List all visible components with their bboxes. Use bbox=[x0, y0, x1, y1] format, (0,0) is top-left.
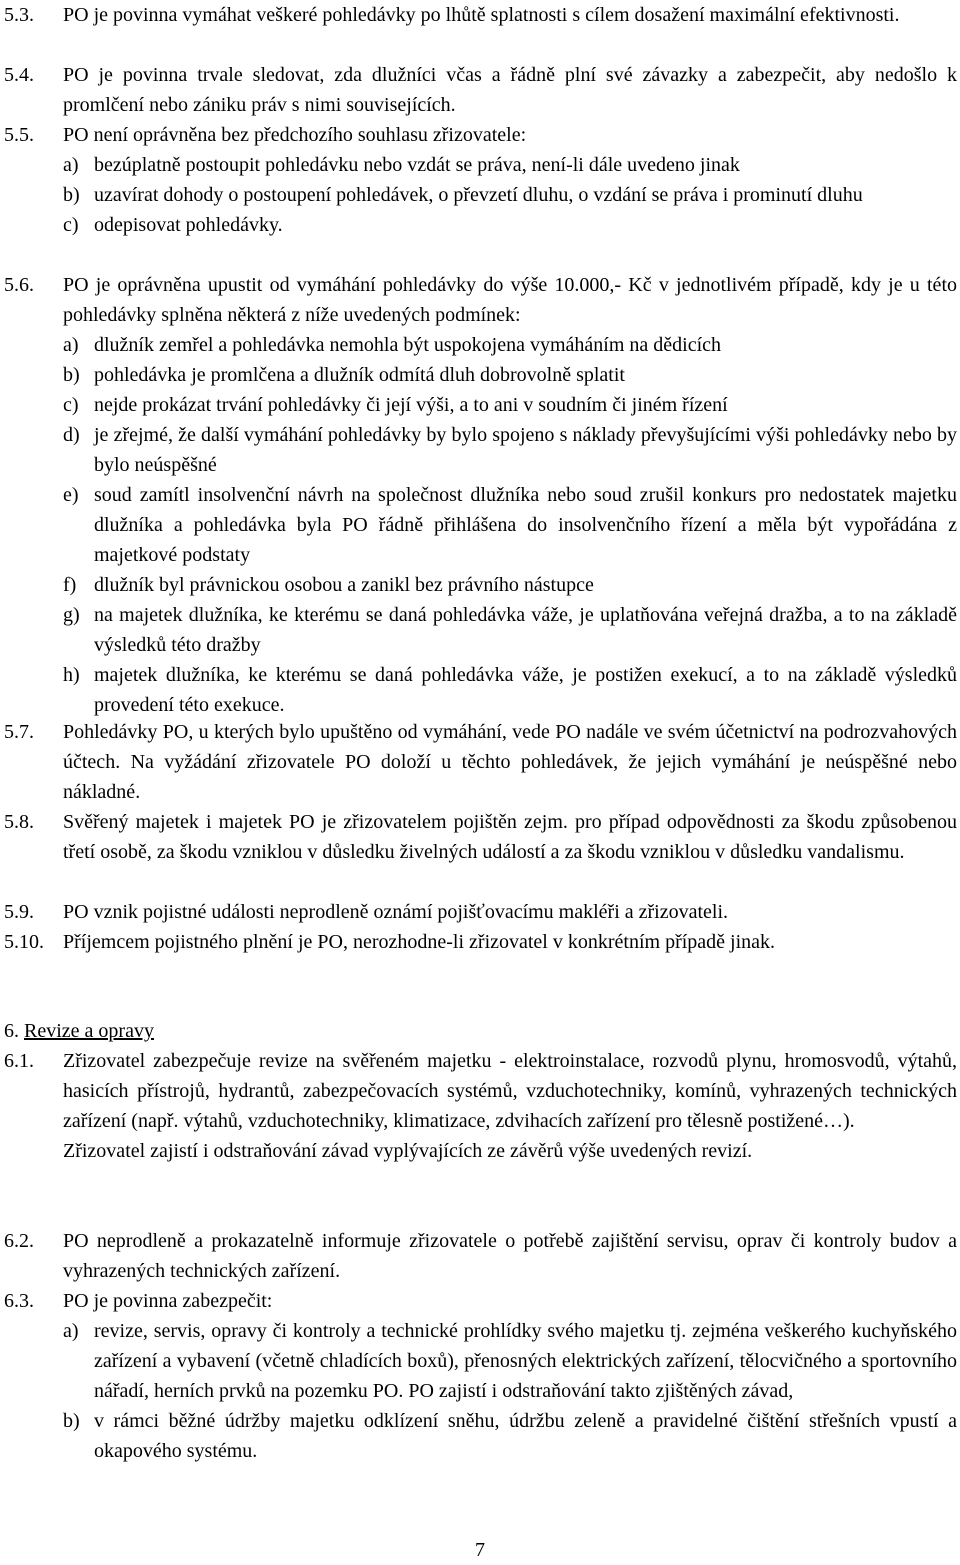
clause-5-9 bbox=[4, 897, 957, 927]
clause-text-continuation: Zřizovatel zajistí i odstraňování závad vyplývajících ze závěrů výše uvedených revizí. bbox=[63, 1140, 753, 1162]
clause-number: 5.8. bbox=[4, 811, 34, 833]
sub-item bbox=[63, 480, 957, 570]
sub-item bbox=[63, 210, 957, 240]
sub-item-letter: a) bbox=[63, 154, 79, 176]
clause-6-2 bbox=[4, 1226, 957, 1286]
clause-text: PO je povinna vymáhat veškeré pohledávky po lhůtě splatnosti s cílem dosažení maximální efektivnosti. bbox=[63, 4, 900, 26]
sub-item-text: odepisovat pohledávky. bbox=[94, 214, 283, 236]
section-heading bbox=[4, 1016, 154, 1046]
clause-5-4 bbox=[4, 60, 957, 120]
clause-6-1 bbox=[4, 1046, 957, 1166]
clause-text: PO je povinna zabezpečit: bbox=[63, 1290, 273, 1312]
sub-item bbox=[63, 570, 957, 600]
clause-number: 5.7. bbox=[4, 721, 34, 743]
clause-number: 5.10. bbox=[4, 931, 44, 953]
sub-item-text: je zřejmé, že další vymáhání pohledávky by bylo spojeno s náklady převyšujícími výši pohledávky nebo by bylo neúspěšné bbox=[94, 424, 957, 476]
section-title: Revize a opravy bbox=[24, 1020, 154, 1042]
sub-item-letter: e) bbox=[63, 484, 79, 506]
sub-item-text: bezúplatně postoupit pohledávku nebo vzdát se práva, není-li dále uvedeno jinak bbox=[94, 154, 740, 176]
sub-item bbox=[63, 1316, 957, 1406]
sub-item-text: majetek dlužníka, ke kterému se daná pohledávka váže, je postižen exekucí, a to na základě výsledků provedení této exekuce. bbox=[94, 664, 957, 716]
clause-5-8 bbox=[4, 807, 957, 867]
page-number: 7 bbox=[475, 1539, 485, 1561]
sub-item bbox=[63, 420, 957, 480]
clause-5-7 bbox=[4, 717, 957, 807]
sub-item-text: dlužník zemřel a pohledávka nemohla být uspokojena vymáháním na dědicích bbox=[94, 334, 722, 356]
sub-item-text: revize, servis, opravy či kontroly a technické prohlídky svého majetku tj. zejména veškerého kuchyňského zařízení a vybavení (včetně chladících boxů), přenosných elektrických zařízení, tělocvičného a sportovního nářadí, herních prvků na pozemku PO. PO zajistí i odstraňování takto zjištěných závad, bbox=[94, 1320, 957, 1402]
sub-item-text: uzavírat dohody o postoupení pohledávek, o převzetí dluhu, o vzdání se práva i prominutí dluhu bbox=[94, 184, 863, 206]
sub-item-text: pohledávka je promlčena a dlužník odmítá dluh dobrovolně splatit bbox=[94, 364, 625, 386]
clause-text: PO je povinna trvale sledovat, zda dlužníci včas a řádně plní své závazky a zabezpečit, aby nedošlo k promlčení nebo zániku práv s nimi souvisejících. bbox=[63, 64, 957, 116]
sub-item-letter: b) bbox=[63, 184, 80, 206]
sub-item-letter: h) bbox=[63, 664, 80, 686]
clause-text: Svěřený majetek i majetek PO je zřizovatelem pojištěn zejm. pro případ odpovědnosti za škodu způsobenou třetí osobě, za škodu vzniklou v důsledku živelných událostí a za škodu vzniklou v důsledku vandalismu. bbox=[63, 811, 957, 863]
clause-text: Zřizovatel zabezpečuje revize na svěřeném majetku - elektroinstalace, rozvodů plynu, hromosvodů, výtahů, hasicích přístrojů, hydrantů, zabezpečovacích systémů, vzduchotechniky, komínů, vyhrazených technických zařízení (např. výtahů, vzduchotechniky, klimatizace, zdvihacích zařízení pro tělesně postižené…). bbox=[63, 1050, 957, 1132]
sub-item-letter: f) bbox=[63, 574, 77, 596]
sub-item bbox=[63, 1406, 957, 1466]
sub-item-text: dlužník byl právnickou osobou a zanikl bez právního nástupce bbox=[94, 574, 594, 596]
section-number: 6. bbox=[4, 1020, 19, 1042]
clause-text: Příjemcem pojistného plnění je PO, nerozhodne-li zřizovatel v konkrétním případě jinak. bbox=[63, 931, 776, 953]
sub-item bbox=[63, 600, 957, 660]
sub-item-text: v rámci běžné údržby majetku odklízení sněhu, údržbu zeleně a pravidelné čištění střešních vpustí a okapového systému. bbox=[94, 1410, 957, 1462]
sub-item-letter: b) bbox=[63, 1410, 80, 1432]
clause-number: 5.9. bbox=[4, 901, 34, 923]
clause-5-3 bbox=[4, 0, 957, 30]
sub-item-text: nejde prokázat trvání pohledávky či její výši, a to ani v soudním či jiném řízení bbox=[94, 394, 728, 416]
sub-item bbox=[63, 330, 957, 360]
sub-item-text: soud zamítl insolvenční návrh na společnost dlužníka nebo soud zrušil konkurs pro nedostatek majetku dlužníka a pohledávka byla PO řádně přihlášena do insolvenčního řízení a měla být vypořádána z majetkové podstaty bbox=[94, 484, 957, 566]
sub-item-text: na majetek dlužníka, ke kterému se daná pohledávka váže, je uplatňována veřejná dražba, a to na základě výsledků této dražby bbox=[94, 604, 957, 656]
clause-5-10 bbox=[4, 927, 957, 957]
clause-5-6 bbox=[4, 270, 957, 720]
clause-text: PO neprodleně a prokazatelně informuje zřizovatele o potřebě zajištění servisu, oprav či kontroly budov a vyhrazených technických zařízení. bbox=[63, 1230, 957, 1282]
clause-number: 5.3. bbox=[4, 4, 34, 26]
clause-text: PO není oprávněna bez předchozího souhlasu zřizovatele: bbox=[63, 124, 527, 146]
sub-item-letter: g) bbox=[63, 604, 80, 626]
sub-item bbox=[63, 660, 957, 720]
sub-item bbox=[63, 390, 957, 420]
clause-number: 6.3. bbox=[4, 1290, 34, 1312]
sub-item bbox=[63, 180, 957, 210]
clause-6-3 bbox=[4, 1286, 957, 1466]
clause-text: PO vznik pojistné události neprodleně oznámí pojišťovacímu makléři a zřizovateli. bbox=[63, 901, 729, 923]
clause-number: 6.1. bbox=[4, 1050, 34, 1072]
clause-number: 6.2. bbox=[4, 1230, 34, 1252]
sub-item-letter: b) bbox=[63, 364, 80, 386]
clause-5-5 bbox=[4, 120, 957, 240]
clause-number: 5.6. bbox=[4, 274, 34, 296]
sub-item-letter: d) bbox=[63, 424, 80, 446]
sub-item-letter: a) bbox=[63, 1320, 79, 1342]
clause-number: 5.5. bbox=[4, 124, 34, 146]
clause-text: Pohledávky PO, u kterých bylo upuštěno od vymáhání, vede PO nadále ve svém účetnictví na podrozvahových účtech. Na vyžádání zřizovatele PO doloží u těchto pohledávek, že jejich vymáhání je neúspěšné nebo nákladné. bbox=[63, 721, 957, 803]
sub-item-letter: c) bbox=[63, 394, 79, 416]
sub-item-letter: a) bbox=[63, 334, 79, 356]
clause-number: 5.4. bbox=[4, 64, 34, 86]
sub-item bbox=[63, 360, 957, 390]
clause-text: PO je oprávněna upustit od vymáhání pohledávky do výše 10.000,- Kč v jednotlivém případě, kdy je u této pohledávky splněna některá z níže uvedených podmínek: bbox=[63, 274, 957, 326]
sub-item-letter: c) bbox=[63, 214, 79, 236]
sub-item bbox=[63, 150, 957, 180]
